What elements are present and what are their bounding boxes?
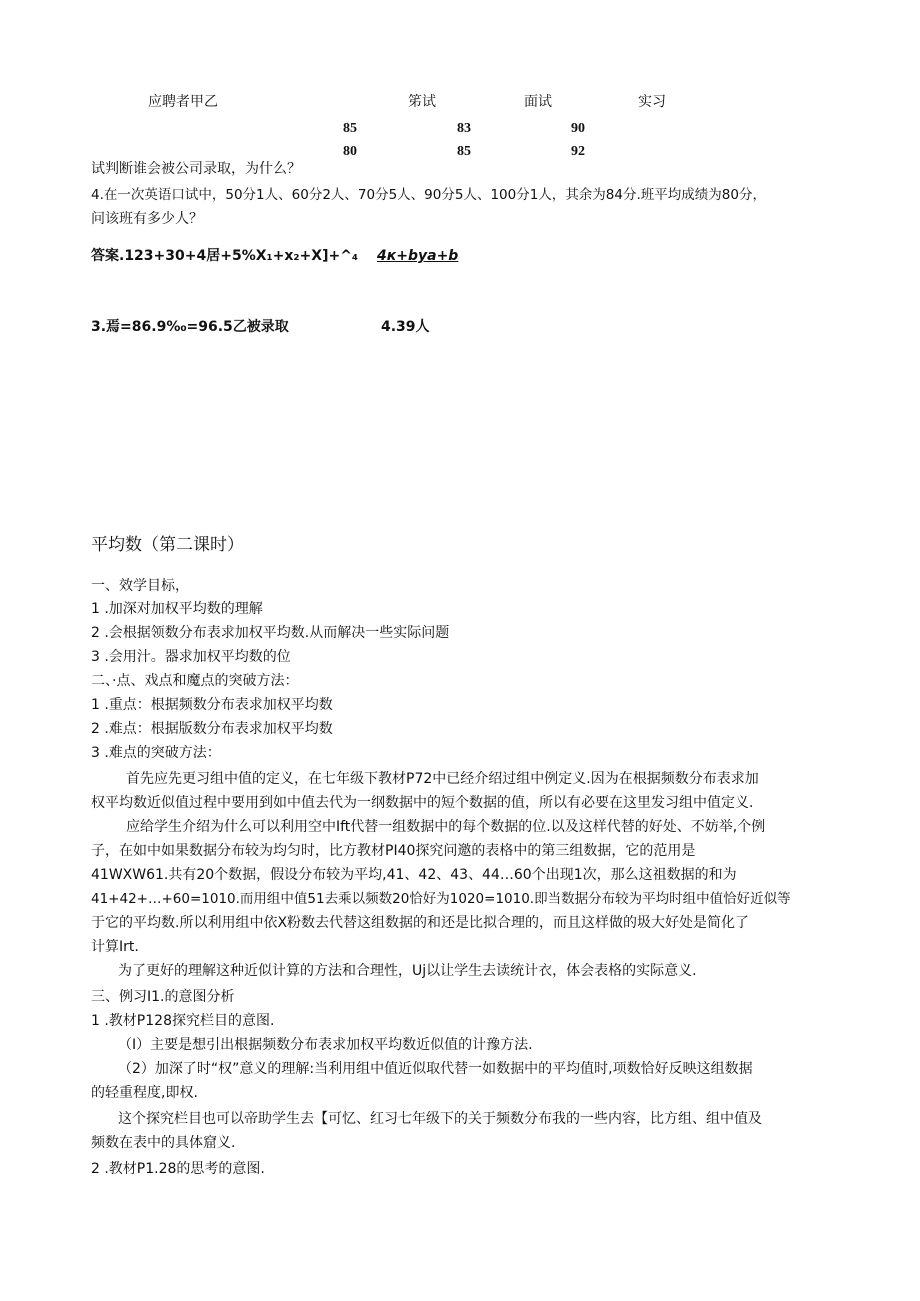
answer-formula: 答案.123+30+4居+5%X₁+x₂+X]+^₄: [91, 248, 359, 264]
list-item: 3 .会用汁。器求加权平均数的位: [91, 649, 291, 665]
list-item: 3 .难点的突破方法：: [91, 745, 221, 761]
answer-4: 4.39人: [381, 319, 430, 335]
table-cell: 92: [571, 144, 585, 159]
paragraph-1-line2: 权平均数近似值过程中要用到如中值去代为一纲数据中的短个数据的值，所以有必要在这里发习组中值定义.: [91, 795, 754, 811]
table-cell: 83: [457, 121, 471, 136]
lesson-title: 平均数（第二课时）: [91, 535, 244, 555]
section-2-heading: 二、·点、戏点和魔点的突破方法：: [91, 673, 299, 689]
sub-item-1: （I）主要是想引出根据频数分布表求加权平均数近似值的计豫方法.: [118, 1037, 533, 1053]
paragraph-2-line1: 应给学生介绍为什么可以利用空中Ift代替一组数据中的每个数据的位.以及这样代替的好处、不妨举,个例: [126, 819, 766, 835]
paragraph-2-line5: 于它的平均数.所以利用组中依X粉数去代替这组数据的和还是比拟合理的，而且这样做的圾大好处是简化了: [91, 915, 750, 931]
paragraph-3: 为了更好的理解这种近似计算的方法和合理性，Uj以让学生去读统计衣，体会表格的实际意义.: [118, 963, 697, 979]
paragraph-2-line6: 计算Irt.: [91, 939, 139, 955]
paragraph-4-line1: 这个探究栏目也可以帝助学生去【可忆、红习七年级下的关于频数分布我的一些内容，比方组、组中值及: [118, 1111, 762, 1127]
question-3-tail: 试判断谁会被公司录取，为什么？: [91, 161, 301, 177]
table-header-written: 笫试: [408, 94, 436, 110]
sub-item-2-line1: （2）加深了时“权”意义的理解:当利用组中值近似取代替一如数据中的平均值时,项数恰好反映这组数据: [118, 1061, 753, 1077]
list-item: 2 .会根据领数分布表求加权平均数.从而解决一些实际问题: [91, 625, 450, 641]
paragraph-2-line3: 41WXW61.共有20个数据，假设分布较为平均,41、42、43、44…60个出现1次，那么这祖数据的和为: [91, 867, 737, 883]
table-header-internship: 实习: [638, 94, 666, 110]
list-item: 1 .加深对加权平均数的理解: [91, 601, 263, 617]
list-item: 1 .重点：根据频数分布表求加权平均数: [91, 697, 333, 713]
sub-item-2-line2: 的轻重程度,即权.: [91, 1085, 198, 1101]
answer-formula-right: 4к+bya+b: [377, 248, 459, 264]
table-cell: 85: [343, 121, 357, 136]
question-4-line2: 问该班有多少人？: [91, 211, 203, 227]
list-item: 2 .难点：根据版数分布表求加权平均数: [91, 721, 333, 737]
table-cell: 80: [343, 144, 357, 159]
list-item: 1 .教材P128探究栏目的意图.: [91, 1013, 275, 1029]
paragraph-2-line2: 子，在如中如果数据分布较为均匀时，比方教材PI40探究问邀的表格中的第三组数据，它的范用是: [91, 843, 696, 859]
table-cell: 85: [457, 144, 471, 159]
table-header-interview: 面试: [524, 94, 552, 110]
answer-3: 3.焉=86.9‰=96.5乙被录取: [91, 319, 289, 335]
paragraph-2-line4: 41+42+…+60=1010.而用组中值51去乘以频数20恰好为1020=1010.即当数据分布较为平均时组中值恰好近似等: [91, 891, 791, 907]
list-item: 2 .教材P1.28的思考的意图.: [91, 1161, 265, 1177]
paragraph-1-line1: 首先应先更习组中值的定义，在七年级下教材P72中已经介绍过组中例定义.因为在根据频数分布表求加: [126, 771, 759, 787]
question-4-line1: 4.在一次英语口试中，50分1人、60分2人、70分5人、90分5人、100分1人，其余为84分.班平均成绩为80分，: [91, 187, 766, 203]
section-1-heading: 一、效学目标，: [91, 578, 189, 594]
section-3-heading: 三、例习I1.的意图分析: [91, 989, 235, 1005]
table-cell: 90: [571, 121, 585, 136]
table-header-applicant: 应聘者甲乙: [148, 94, 218, 110]
paragraph-4-line2: 频数在表中的具体窟义.: [91, 1135, 236, 1151]
